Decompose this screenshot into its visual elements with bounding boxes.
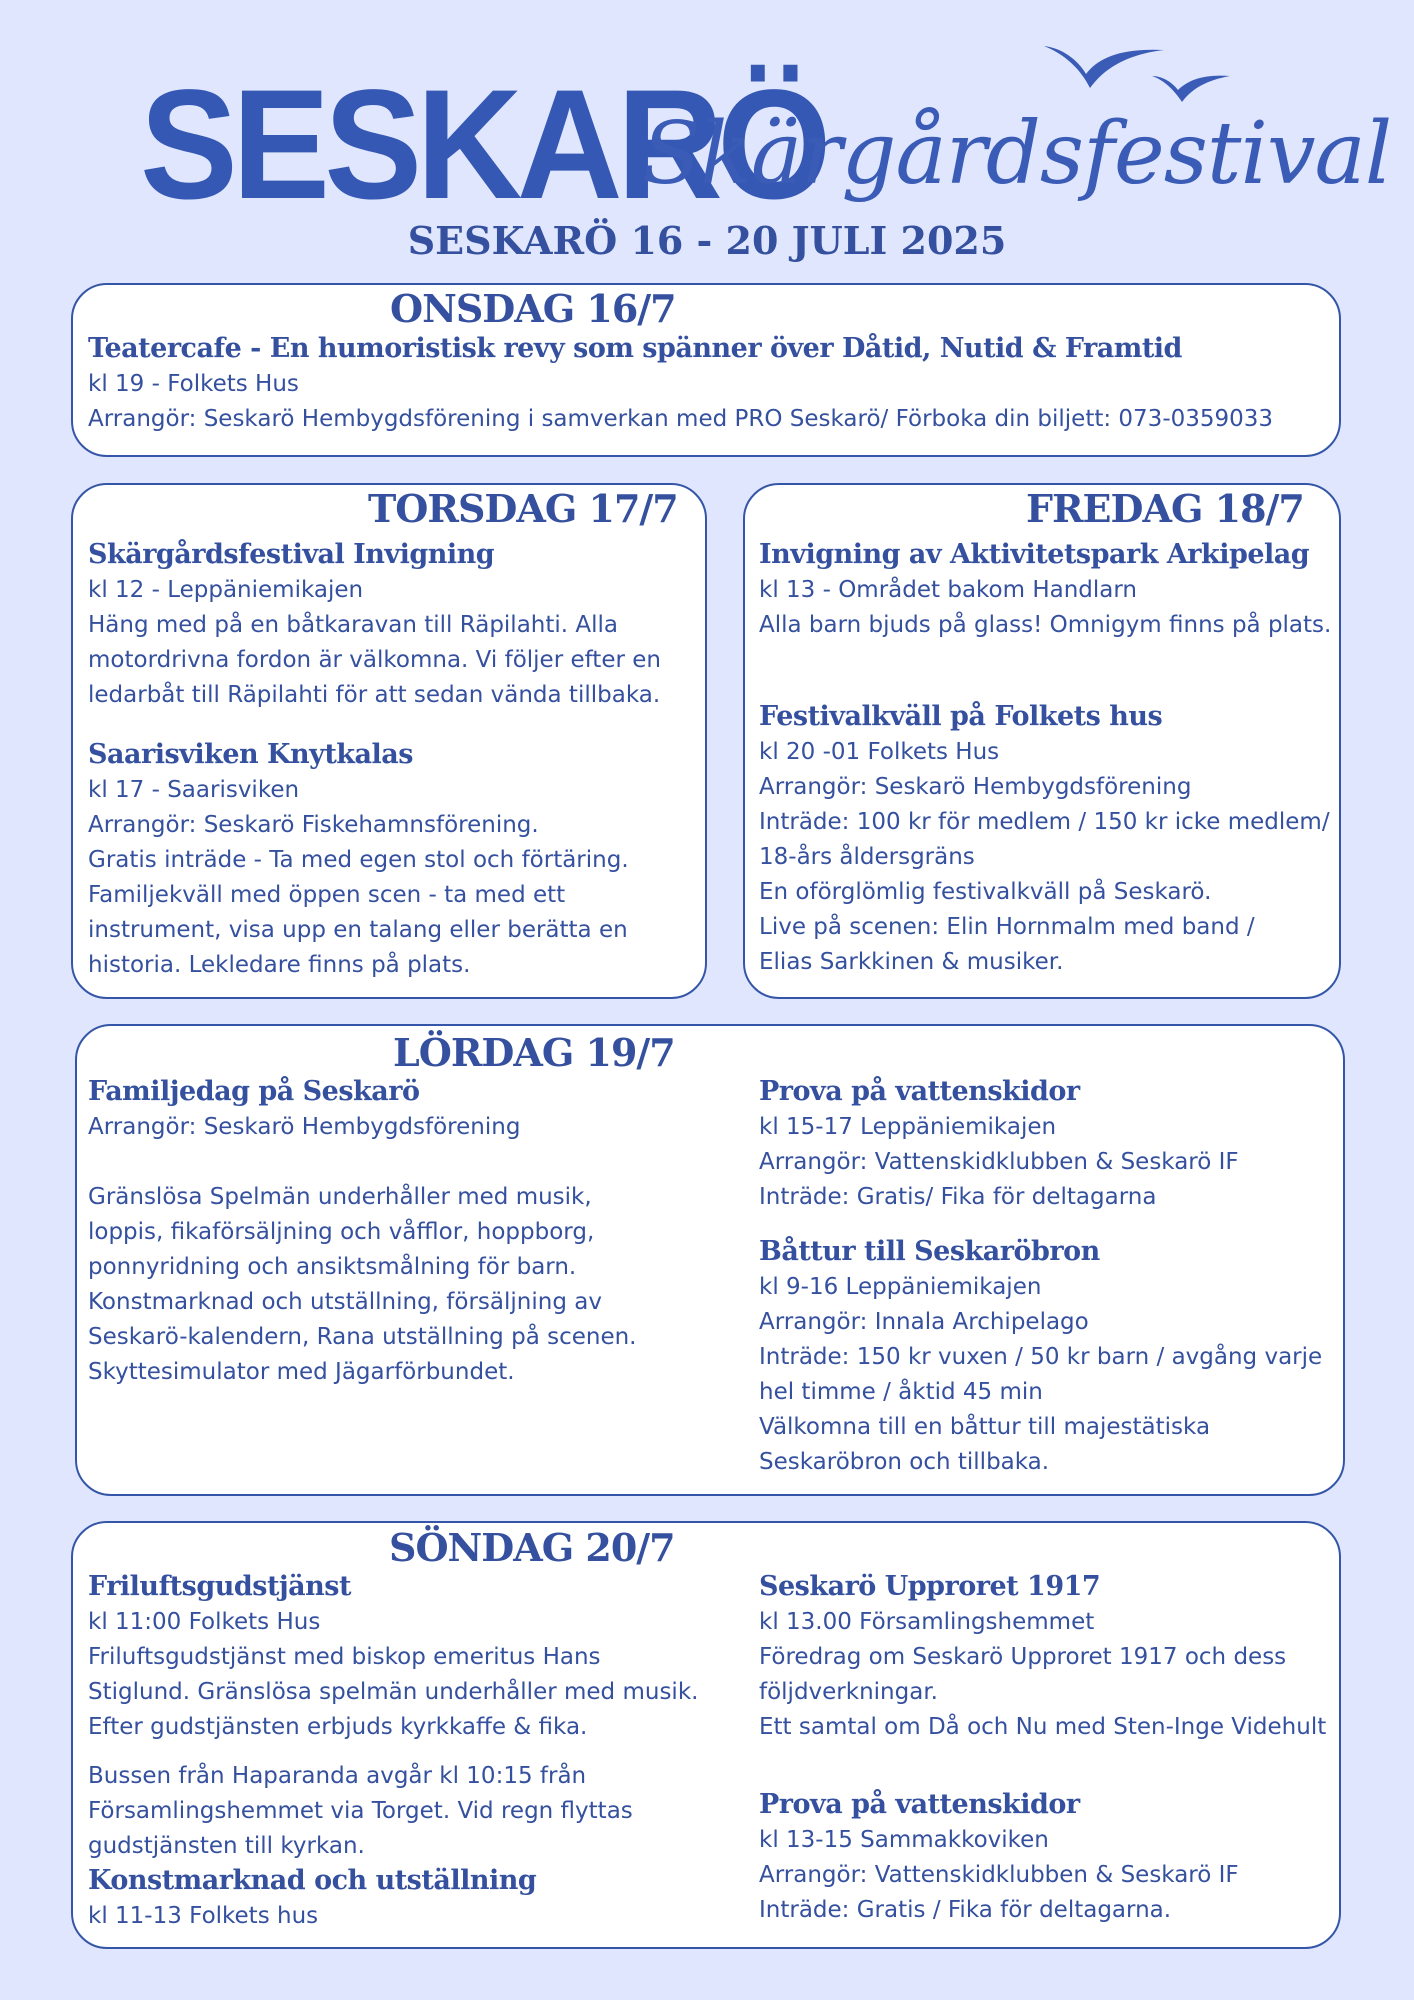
event-line: kl 12 - Leppäniemikajen xyxy=(88,577,364,603)
seagulls-icon xyxy=(1040,38,1240,108)
event-familjedag xyxy=(88,1074,520,1145)
event-upproret xyxy=(759,1569,1326,1745)
event-line: loppis, fikaförsäljning och våfflor, hoppborg, xyxy=(88,1219,595,1245)
event-aktivitetspark xyxy=(759,537,1331,643)
event-line: kl 11:00 Folkets Hus xyxy=(88,1609,321,1635)
event-line: kl 13-15 Sammakkoviken xyxy=(759,1827,1049,1853)
event-line: kl 13 - Området bakom Handlarn xyxy=(759,577,1138,603)
day-title: LÖRDAG 19/7 xyxy=(393,1030,675,1075)
event-line: kl 19 - Folkets Hus xyxy=(88,371,299,397)
event-line: Seskaröbron och tillbaka. xyxy=(759,1449,1050,1475)
event-battur xyxy=(759,1234,1322,1480)
event-title: Prova på vattenskidor xyxy=(759,1789,1080,1820)
event-line: kl 17 - Saarisviken xyxy=(88,777,300,803)
event-line: Arrangör: Seskarö Hembygdsförening i samverkan med PRO Seskarö/ Förboka din biljett: 073-0359033 xyxy=(88,406,1274,432)
event-title: Saarisviken Knytkalas xyxy=(88,739,413,770)
event-title: Båttur till Seskaröbron xyxy=(759,1236,1100,1267)
event-line: Live på scenen: Elin Hornmalm med band / xyxy=(759,914,1255,940)
event-line: kl 20 -01 Folkets Hus xyxy=(759,739,1000,765)
event-line: hel timme / åktid 45 min xyxy=(759,1379,1043,1405)
event-title: Invigning av Aktivitetspark Arkipelag xyxy=(759,539,1310,570)
event-line: ponnyridning och ansiktsmålning för barn. xyxy=(88,1254,577,1280)
day-title: FREDAG 18/7 xyxy=(1026,486,1304,531)
event-line: kl 11-13 Folkets hus xyxy=(88,1903,319,1929)
day-card-wednesday xyxy=(71,283,1341,457)
event-title: Skärgårdsfestival Invigning xyxy=(88,539,495,570)
festival-dates: SESKARÖ 16 - 20 JULI 2025 xyxy=(407,218,1007,263)
event-line: Inträde: Gratis/ Fika för deltagarna xyxy=(759,1184,1157,1210)
event-line: Gränslösa Spelmän underhåller med musik, xyxy=(88,1184,592,1210)
event-line: instrument, visa upp en talang eller berätta en xyxy=(88,917,628,943)
event-line: En oförglömlig festivalkväll på Seskarö. xyxy=(759,879,1212,905)
event-festivalkvall xyxy=(759,699,1330,980)
event-line: Arrangör: Seskarö Hembygdsförening xyxy=(759,774,1192,800)
event-line: Gratis inträde - Ta med egen stol och förtäring. xyxy=(88,847,629,873)
event-line: Inträde: 100 kr för medlem / 150 kr icke medlem/ xyxy=(759,809,1330,835)
event-line: Friluftsgudstjänst med biskop emeritus Hans xyxy=(88,1644,601,1670)
event-teatercafe xyxy=(88,331,1273,437)
day-card-friday xyxy=(743,483,1341,999)
event-line: följdverkningar. xyxy=(759,1679,938,1705)
day-title: SÖNDAG 20/7 xyxy=(389,1525,675,1570)
event-line: motordrivna fordon är välkomna. Vi följer efter en xyxy=(88,647,661,673)
event-line: Församlingshemmet via Torget. Vid regn flyttas xyxy=(88,1798,633,1824)
event-invigning xyxy=(88,537,661,713)
event-line: Föredrag om Seskarö Upproret 1917 och dess xyxy=(759,1644,1287,1670)
event-title: Friluftsgudstjänst xyxy=(88,1571,351,1602)
event-line: Konstmarknad och utställning, försäljning av xyxy=(88,1289,602,1315)
event-line: 18-års åldersgräns xyxy=(759,844,975,870)
event-line: Inträde: Gratis / Fika för deltagarna. xyxy=(759,1897,1172,1923)
event-line: Häng med på en båtkaravan till Räpilahti. Alla xyxy=(88,612,619,638)
event-line: Arrangör: Seskarö Hembygdsförening xyxy=(88,1114,521,1140)
event-line: Arrangör: Seskarö Fiskehamnsförening. xyxy=(88,812,539,838)
day-card-saturday xyxy=(75,1024,1345,1496)
event-title: Seskarö Upproret 1917 xyxy=(759,1571,1101,1602)
event-line: gudstjänsten till kyrkan. xyxy=(88,1833,365,1859)
day-title: TORSDAG 17/7 xyxy=(368,486,678,531)
day-card-sunday xyxy=(71,1521,1341,1949)
event-knytkalas xyxy=(88,737,629,983)
event-line: Familjekväll med öppen scen - ta med ett xyxy=(88,882,566,908)
event-line: Välkomna till en båttur till majestätiska xyxy=(759,1414,1211,1440)
day-card-thursday xyxy=(71,483,707,999)
event-line: Alla barn bjuds på glass! Omnigym finns på plats. xyxy=(759,612,1332,638)
event-line: historia. Lekledare finns på plats. xyxy=(88,952,471,978)
day-title: ONSDAG 16/7 xyxy=(390,286,676,331)
event-line: Inträde: 150 kr vuxen / 50 kr barn / avgång varje xyxy=(759,1344,1323,1370)
event-vattenskidor-lordag xyxy=(759,1074,1239,1215)
event-line: kl 9-16 Leppäniemikajen xyxy=(759,1274,1042,1300)
event-line: Arrangör: Vattenskidklubben & Seskarö IF xyxy=(759,1149,1239,1175)
event-konstmarknad xyxy=(88,1863,536,1934)
event-line: Arrangör: Vattenskidklubben & Seskarö IF xyxy=(759,1862,1239,1888)
event-familjedag-details xyxy=(88,1180,637,1390)
event-line: Arrangör: Innala Archipelago xyxy=(759,1309,1089,1335)
event-line: Seskarö-kalendern, Rana utställning på scenen. xyxy=(88,1324,637,1350)
event-title: Prova på vattenskidor xyxy=(759,1076,1080,1107)
event-line: kl 15-17 Leppäniemikajen xyxy=(759,1114,1057,1140)
event-line: Bussen från Haparanda avgår kl 10:15 från xyxy=(88,1763,587,1789)
event-line: Ett samtal om Då och Nu med Sten-Inge Videhult xyxy=(759,1714,1327,1740)
event-vattenskidor-sondag xyxy=(759,1787,1239,1928)
event-friluftsgudstjanst xyxy=(88,1569,698,1745)
event-line: Stiglund. Gränslösa spelmän underhåller med musik. xyxy=(88,1679,699,1705)
festival-logo-script: Skärgårdsfestival xyxy=(642,104,1392,204)
event-title: Familjedag på Seskarö xyxy=(88,1076,420,1107)
festival-logo-wordmark: SESKARÖ xyxy=(140,58,826,232)
event-title: Festivalkväll på Folkets hus xyxy=(759,701,1163,732)
event-line: Efter gudstjänsten erbjuds kyrkkaffe & fika. xyxy=(88,1714,588,1740)
event-buss-info xyxy=(88,1759,633,1864)
event-line: Skyttesimulator med Jägarförbundet. xyxy=(88,1359,515,1385)
event-title: Teatercafe - En humoristisk revy som spänner över Dåtid, Nutid & Framtid xyxy=(88,333,1182,364)
event-line: Elias Sarkkinen & musiker. xyxy=(759,949,1064,975)
event-title: Konstmarknad och utställning xyxy=(88,1865,537,1896)
event-line: ledarbåt till Räpilahti för att sedan vända tillbaka. xyxy=(88,682,661,708)
event-line: kl 13.00 Församlingshemmet xyxy=(759,1609,1095,1635)
